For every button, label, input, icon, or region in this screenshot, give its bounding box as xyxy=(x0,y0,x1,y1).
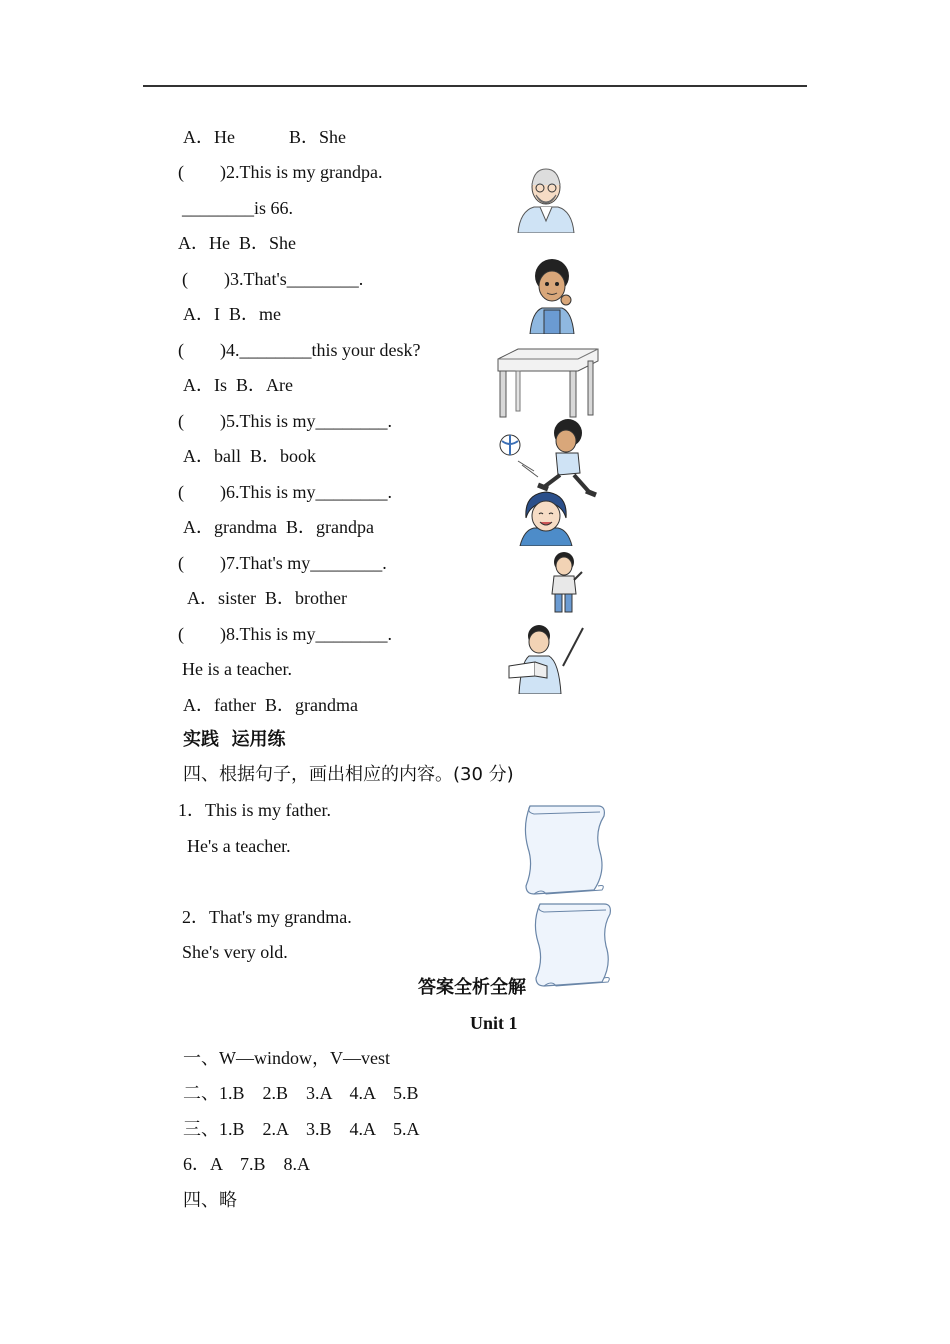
answers-title: 答案全析全解 xyxy=(418,977,526,998)
q7-options: A．sister B．brother xyxy=(187,588,347,608)
q2-stem: ( )2.This is my grandpa. xyxy=(178,162,383,182)
practice-heading: 实践 运用练 xyxy=(183,729,286,750)
q2-blank: ________is 66. xyxy=(182,198,294,218)
draw1-line2: He's a teacher. xyxy=(187,836,291,856)
section4-title: 四、根据句子，画出相应的内容。(30 分) xyxy=(183,764,514,785)
answer-section-2: 二、1.B 2.B 3.A 4.A 5.B xyxy=(183,1083,419,1103)
drawing-scroll-picture xyxy=(520,802,608,898)
q3-stem: ( )3.That's________. xyxy=(182,269,364,289)
q1-options: A．He B．She xyxy=(183,127,346,147)
q5-stem: ( )5.This is my________. xyxy=(178,411,392,431)
q8-stem: ( )8.This is my________. xyxy=(178,624,392,644)
teacher-picture xyxy=(505,622,589,694)
desk-picture xyxy=(494,347,600,419)
draw2-line2: She's very old. xyxy=(182,942,288,962)
boy-pointing-self-picture xyxy=(524,256,580,334)
draw1-line1: 1．This is my father. xyxy=(178,800,331,820)
drawing-scroll-picture xyxy=(532,900,614,990)
q4-stem: ( )4.________this your desk? xyxy=(178,340,421,360)
q6-stem: ( )6.This is my________. xyxy=(178,482,392,502)
q4-options: A．Is B．Are xyxy=(183,375,293,395)
q3-options: A．I B．me xyxy=(183,304,281,324)
grandpa-picture xyxy=(514,163,578,233)
q8-hint: He is a teacher. xyxy=(182,659,292,679)
unit-title: Unit 1 xyxy=(470,1013,518,1033)
q2-options: A．He B．She xyxy=(178,233,296,253)
header-rule xyxy=(143,85,807,87)
grandma-picture xyxy=(518,488,574,546)
brother-picture xyxy=(546,550,586,616)
draw2-line1: 2．That's my grandma. xyxy=(182,907,352,927)
answer-section-3: 三、1.B 2.A 3.B 4.A 5.A xyxy=(183,1119,420,1139)
answer-section-3-cont: 6．A 7.B 8.A xyxy=(183,1154,311,1174)
q6-options: A．grandma B．grandpa xyxy=(183,517,374,537)
answer-section-1: 一、W—window，V—vest xyxy=(183,1048,390,1068)
q7-stem: ( )7.That's my________. xyxy=(178,553,387,573)
q5-options: A．ball B．book xyxy=(183,446,316,466)
q8-options: A．father B．grandma xyxy=(183,695,358,715)
answer-section-4: 四、略 xyxy=(183,1190,237,1210)
